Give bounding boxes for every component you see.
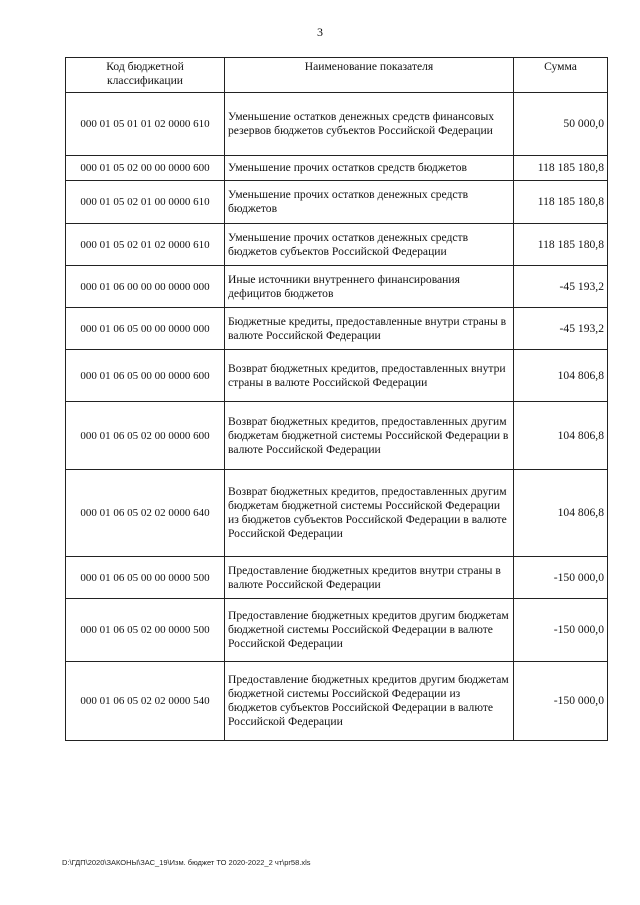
header-sum: Сумма (514, 58, 608, 93)
row-code: 000 01 06 05 02 00 0000 600 (66, 402, 225, 470)
table-row (66, 308, 608, 350)
row-sum: 118 185 180,8 (514, 224, 608, 266)
row-code: 000 01 06 05 02 00 0000 500 (66, 599, 225, 662)
row-code: 000 01 05 02 01 00 0000 610 (66, 181, 225, 224)
row-sum: -45 193,2 (514, 266, 608, 308)
file-path-footer: D:\ГДП\2020\ЗАКОНЫ\ЗАС_19\Изм. бюджет ТО 2020-2022_2 чт\pr58.xls (62, 858, 311, 867)
row-sum: 50 000,0 (514, 93, 608, 156)
row-code: 000 01 06 05 00 00 0000 000 (66, 308, 225, 350)
row-code: 000 01 06 05 00 00 0000 600 (66, 350, 225, 402)
header-name: Наименование показателя (225, 58, 514, 93)
row-sum: 104 806,8 (514, 470, 608, 557)
row-name: Бюджетные кредиты, предоставленные внутри страны в валюте Российской Федерации (225, 308, 514, 350)
row-name: Уменьшение остатков денежных средств финансовых резервов бюджетов субъектов Российской Федерации (225, 93, 514, 156)
table-row (66, 557, 608, 599)
row-name: Предоставление бюджетных кредитов другим бюджетам бюджетной системы Российской Федерации из бюджетов субъектов Российской Федерации в валюте Российской Федерации (225, 662, 514, 741)
table-row (66, 224, 608, 266)
table-row (66, 156, 608, 181)
row-name: Уменьшение прочих остатков денежных средств бюджетов субъектов Российской Федерации (225, 224, 514, 266)
row-sum: 118 185 180,8 (514, 156, 608, 181)
header-code: Код бюджетной классификации (66, 58, 225, 93)
row-name: Предоставление бюджетных кредитов внутри страны в валюте Российской Федерации (225, 557, 514, 599)
row-code: 000 01 05 01 01 02 0000 610 (66, 93, 225, 156)
table-row (66, 93, 608, 156)
row-name: Возврат бюджетных кредитов, предоставленных другим бюджетам бюджетной системы Российской Федерации из бюджетов субъектов Российской Федерации в валюте Российской Федерации (225, 470, 514, 557)
row-name: Иные источники внутреннего финансирования дефицитов бюджетов (225, 266, 514, 308)
row-sum: 104 806,8 (514, 350, 608, 402)
table-row (66, 181, 608, 224)
row-name: Уменьшение прочих остатков денежных средств бюджетов (225, 181, 514, 224)
row-code: 000 01 05 02 00 00 0000 600 (66, 156, 225, 181)
row-name: Предоставление бюджетных кредитов другим бюджетам бюджетной системы Российской Федерации в валюте Российской Федерации (225, 599, 514, 662)
table-row (66, 350, 608, 402)
row-sum: -45 193,2 (514, 308, 608, 350)
row-code: 000 01 05 02 01 02 0000 610 (66, 224, 225, 266)
row-sum: 104 806,8 (514, 402, 608, 470)
row-sum: -150 000,0 (514, 662, 608, 741)
row-code: 000 01 06 00 00 00 0000 000 (66, 266, 225, 308)
row-name: Возврат бюджетных кредитов, предоставленных внутри страны в валюте Российской Федерации (225, 350, 514, 402)
row-sum: -150 000,0 (514, 557, 608, 599)
table-header-row (66, 58, 608, 93)
table-row (66, 402, 608, 470)
row-name: Уменьшение прочих остатков средств бюджетов (225, 156, 514, 181)
table-row (66, 662, 608, 741)
row-code: 000 01 06 05 02 02 0000 540 (66, 662, 225, 741)
table-row (66, 470, 608, 557)
row-sum: -150 000,0 (514, 599, 608, 662)
table-row (66, 599, 608, 662)
page-number: 3 (317, 25, 323, 39)
row-code: 000 01 06 05 02 02 0000 640 (66, 470, 225, 557)
row-name: Возврат бюджетных кредитов, предоставленных другим бюджетам бюджетной системы Российской Федерации в валюте Российской Федерации (225, 402, 514, 470)
budget-sources-table (65, 57, 608, 741)
table-row (66, 266, 608, 308)
row-sum: 118 185 180,8 (514, 181, 608, 224)
row-code: 000 01 06 05 00 00 0000 500 (66, 557, 225, 599)
